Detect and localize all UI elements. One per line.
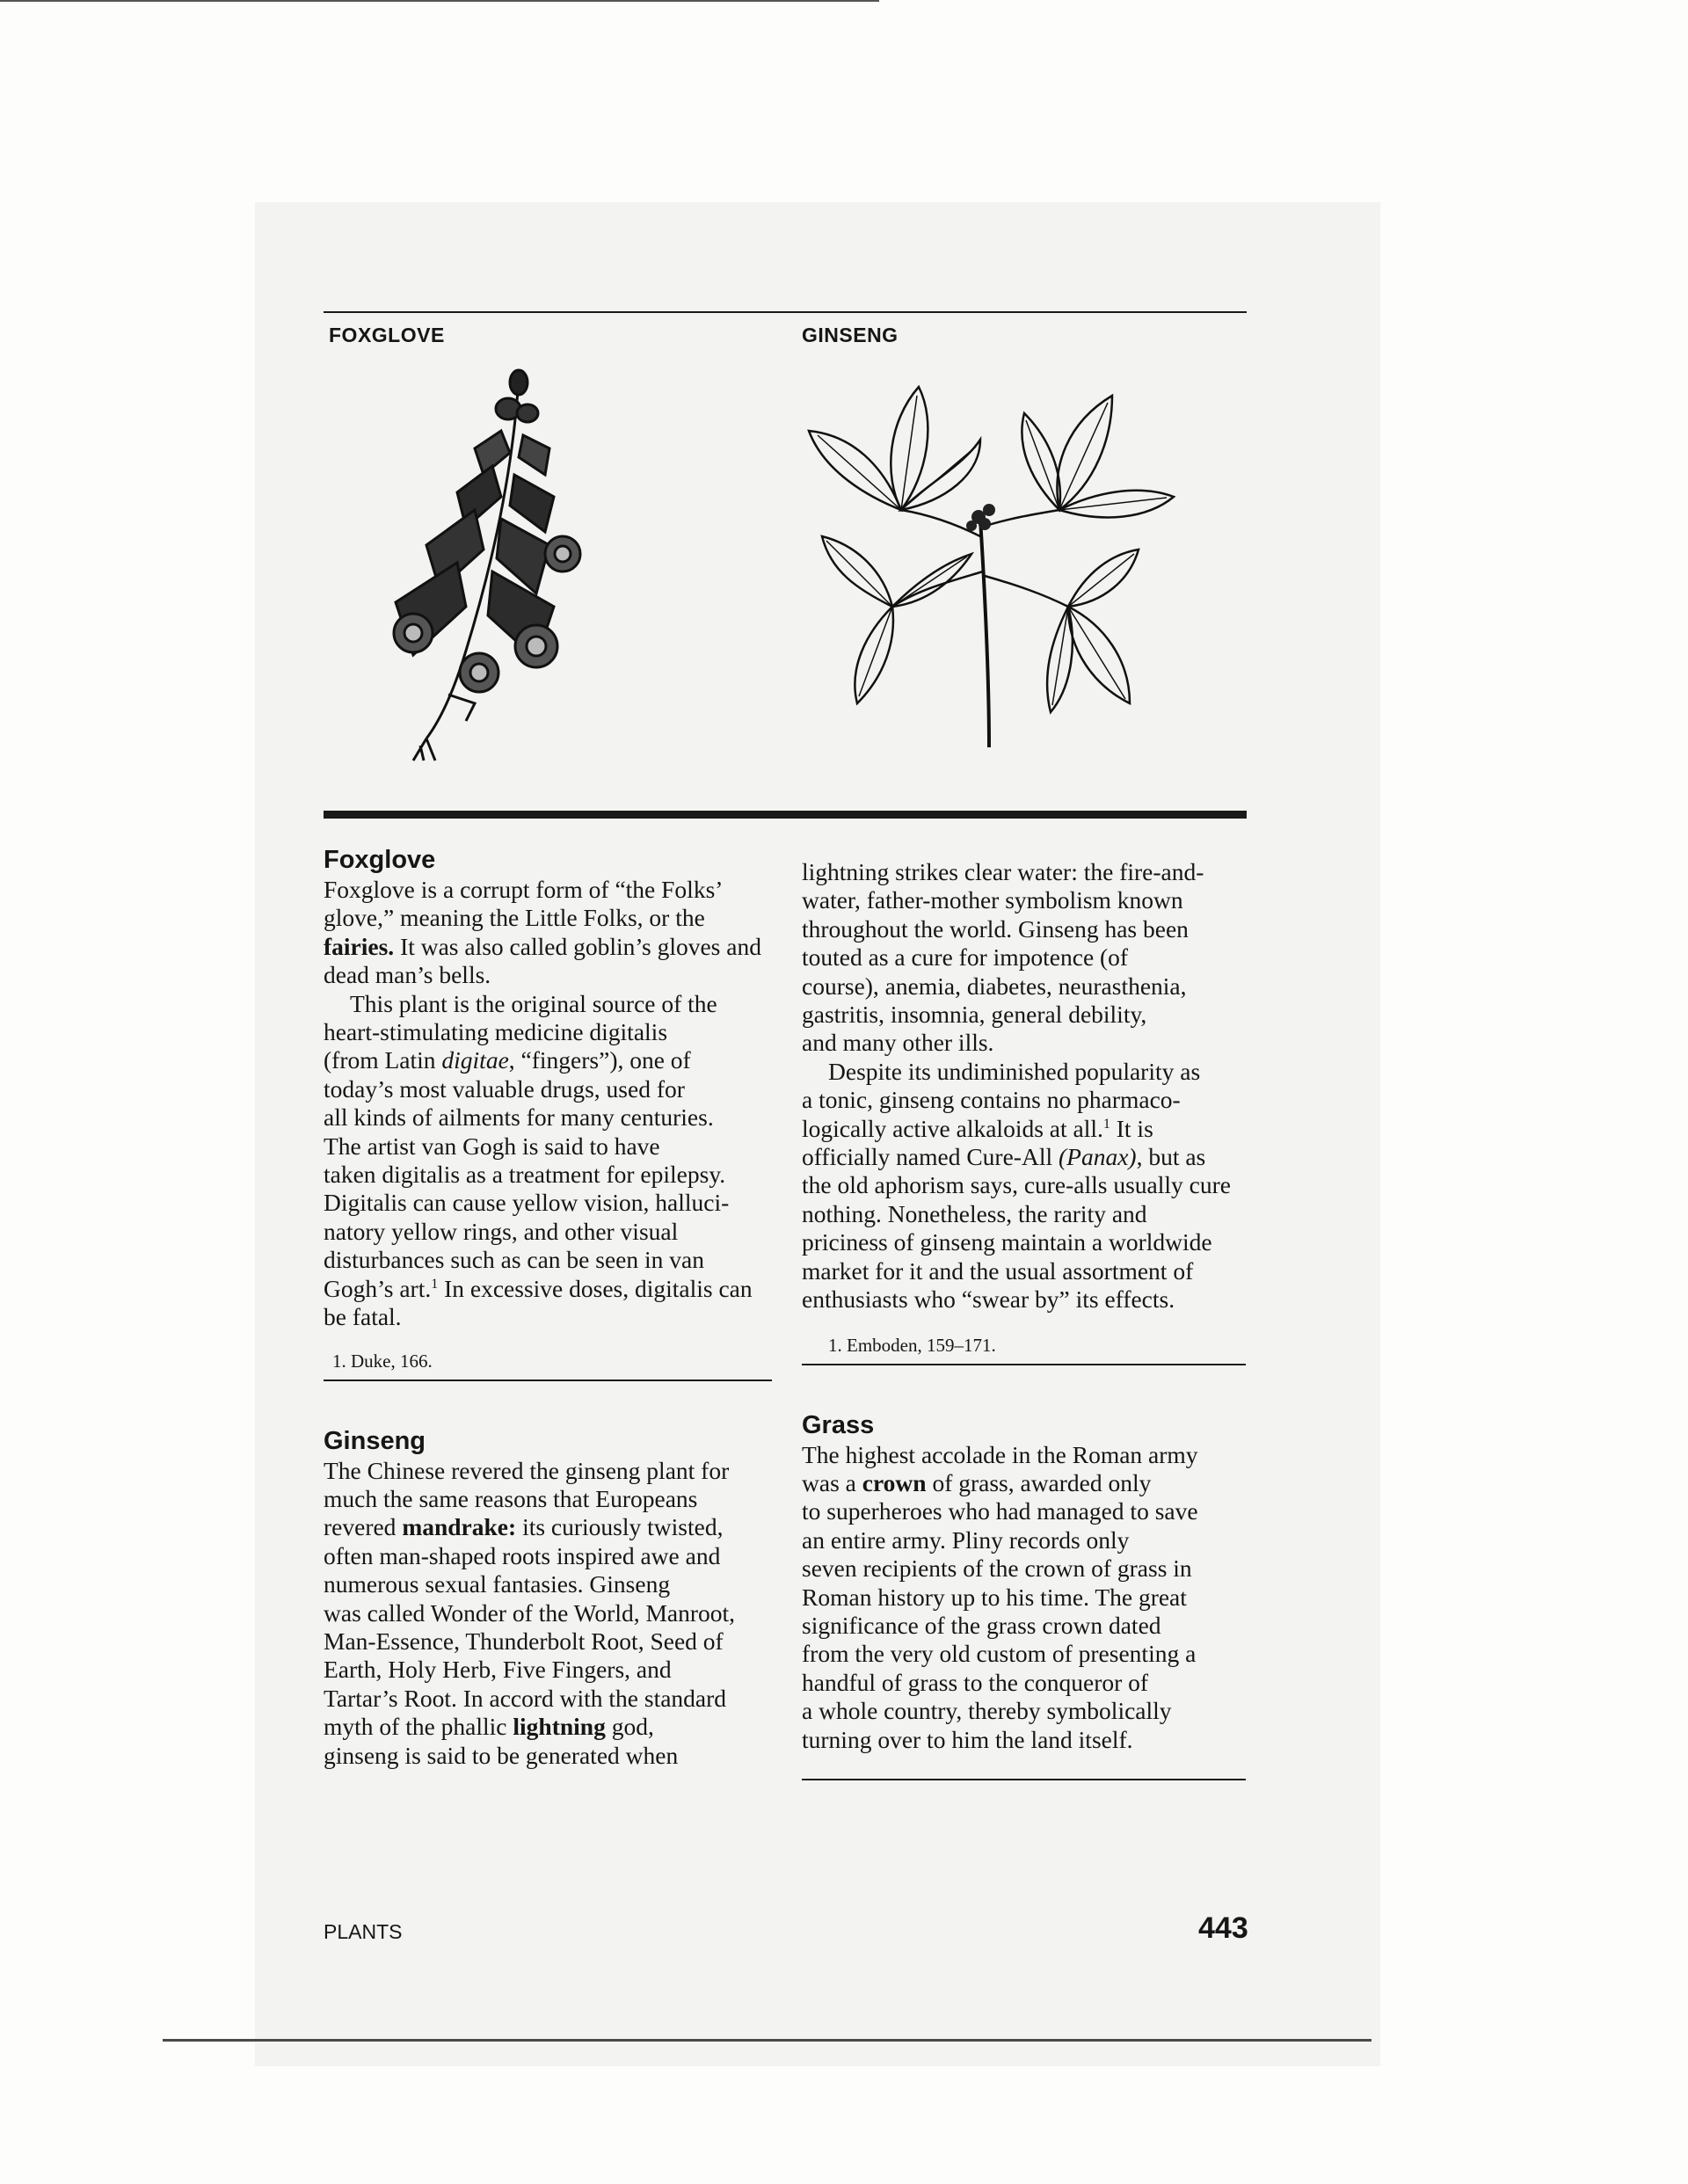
ginseng-illustration xyxy=(804,369,1191,765)
figure-label-foxglove: FOXGLOVE xyxy=(329,324,445,346)
left-column xyxy=(324,844,772,1770)
ginseng-footnote: 1. Emboden, 159–171. xyxy=(828,1334,996,1356)
foxglove-footnote: 1. Duke, 166. xyxy=(332,1350,433,1372)
ginseng-paragraph-1: The Chinese revered the ginseng plant for much the same reasons that Europeans revered mandrake: its curiously twisted, often man-shaped roots inspired awe and numerous sexual fantasies. Ginseng was called Wonder of the World, Manroot, Man-Essence, Thunderbolt Root, Seed of Earth, Holy Herb, Five Fingers, and Tartar’s Root. In accord with the standard myth of the phallic lightning god, ginseng is said to be generated when xyxy=(324,1456,736,1769)
grass-heading: Grass xyxy=(802,1410,875,1439)
foxglove-footnote-rule xyxy=(324,1380,772,1381)
figure-label-ginseng: GINSENG xyxy=(802,324,899,346)
running-foot: PLANTS xyxy=(324,1920,403,1943)
right-column xyxy=(802,858,1250,1780)
grass-paragraph-1: The highest accolade in the Roman army was a crown of grass, awarded only to superheroes who had managed to save an entire army. Pliny records only seven recipients of the crown of grass in Roman history up to his time. The great significance of the grass crown dated from the very old custom of presenting a handful of grass to the conqueror of a whole country, thereby symbolically turning over to him the land itself. xyxy=(802,1440,1198,1753)
ginseng-paragraph-2: Despite its undiminished popularity as a tonic, ginseng contains no pharmaco- logically active alkaloids at all.$^1$ It is officially named Cure-All (Panax), but as the old aphorism says, cure-alls usually cure nothing. Nonetheless, the rarity and priciness of ginseng maintain a worldwide market for it and the usual assortment of enthusiasts who “swear by” its effects. xyxy=(802,1057,1231,1314)
scan-edge-bottom xyxy=(163,2039,1372,2042)
foxglove-paragraph-2: This plant is the original source of the heart-stimulating medicine digitalis (from Latin digitae, “fingers”), one of today’s most valuable drugs, used for all kinds of ailments for many centuries. The artist van Gogh is said to have taken digitalis as a treatment for epilepsy. Digitalis can cause yellow vision, halluci- natory yellow rings, and other visual disturbances such as can be seen in van Gogh’s art.$^1$ In excessive doses, digitalis can be fatal. xyxy=(324,989,753,1331)
ginseng-footnote-rule xyxy=(802,1364,1246,1365)
grass-end-rule xyxy=(802,1779,1246,1780)
ginseng-paragraph-1-continued: lightning strikes clear water: the fire-and- water, father-mother symbolism known throughout the world. Ginseng has been touted as a cure for impotence (of course), anemia, diabetes, neurasthenia, gastritis, insomnia, general debility, and many other ills. xyxy=(802,858,1204,1057)
foxglove-paragraph-1: Foxglove is a corrupt form of “the Folks’ glove,” meaning the Little Folks, or the fairies. It was also called goblin’s gloves and dead man’s bells. xyxy=(324,876,761,989)
top-rule xyxy=(324,311,1247,313)
foxglove-heading: Foxglove xyxy=(324,846,436,874)
figure-rule xyxy=(324,811,1247,819)
foxglove-illustration xyxy=(352,360,615,765)
ginseng-heading: Ginseng xyxy=(324,1426,426,1455)
page-number: 443 xyxy=(1198,1911,1248,1945)
